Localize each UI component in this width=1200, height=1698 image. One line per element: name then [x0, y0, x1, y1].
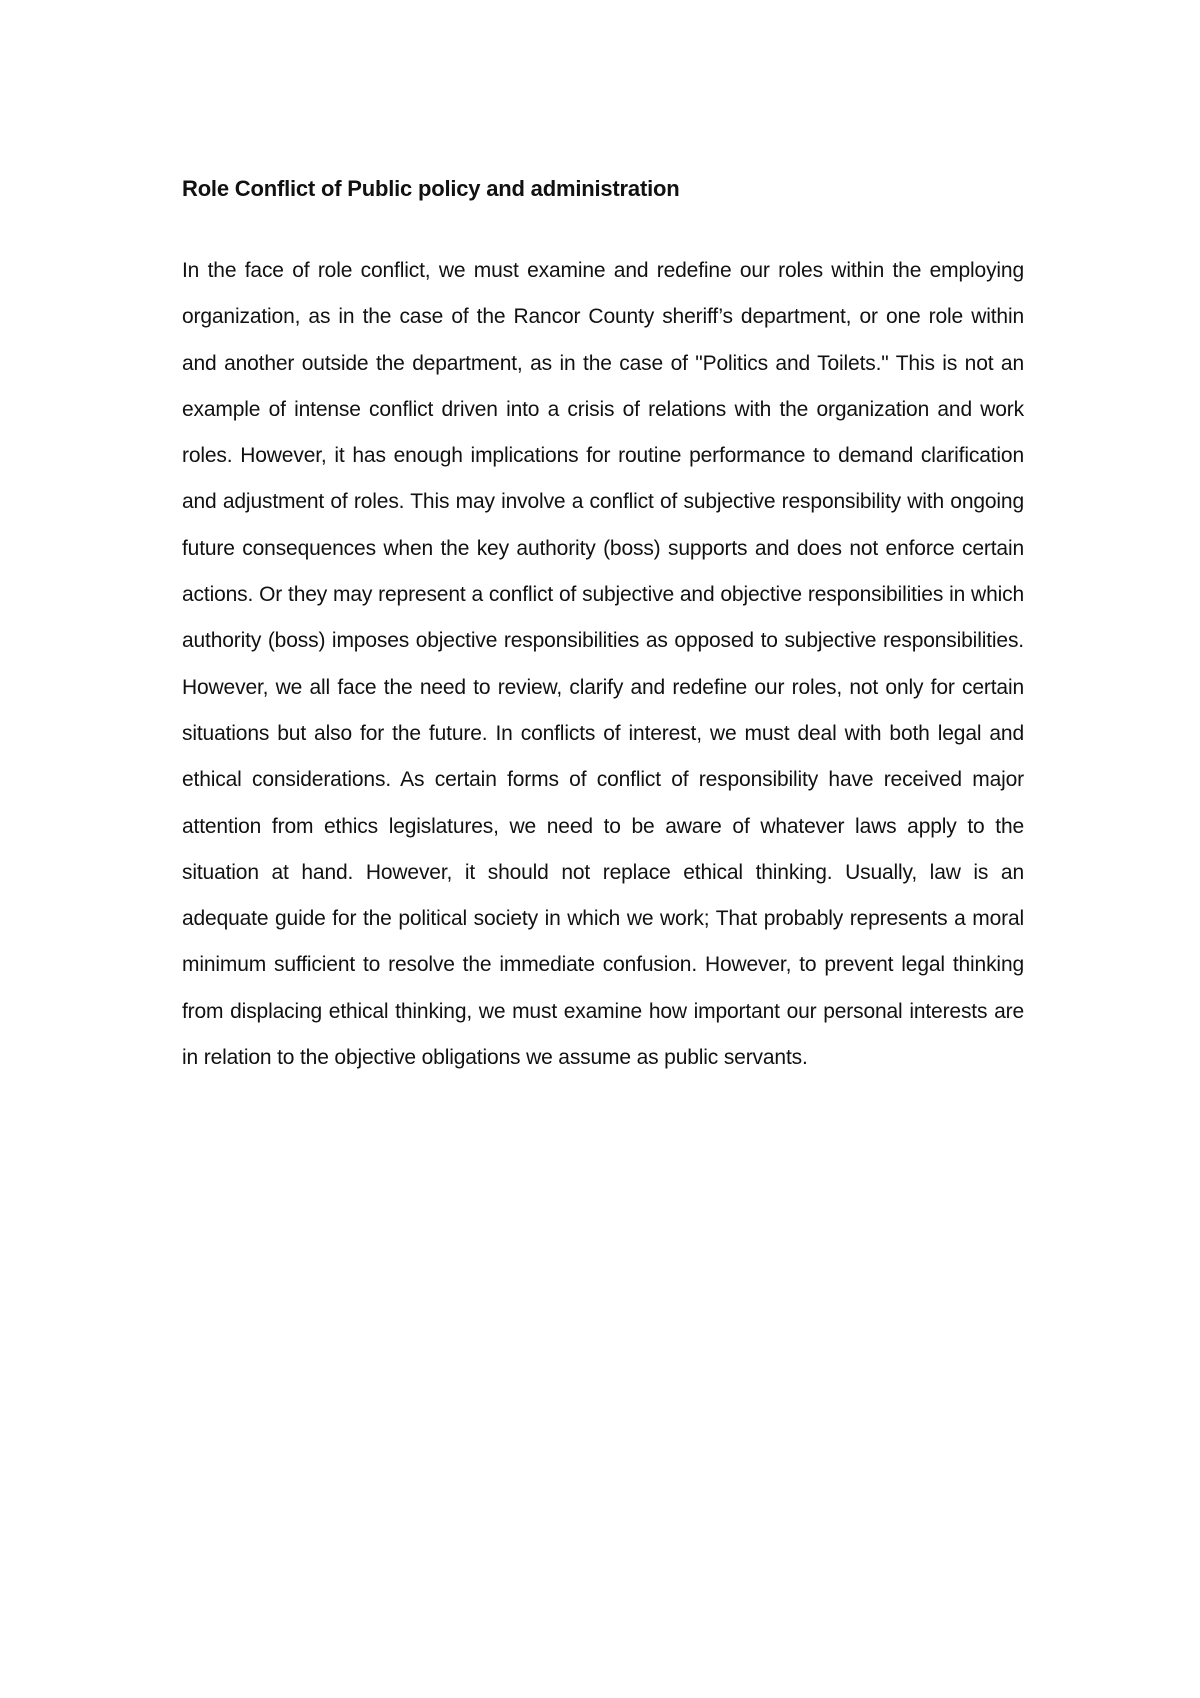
- document-body-paragraph: In the face of role conflict, we must examine and redefine our roles within the employing organization, as in the case of the Rancor County sheriff’s department, or one role within and another outside the department, as in the case of "Politics and Toilets." This is not an example of intense conflict driven into a crisis of relations with the organization and work roles. However, it has enough implications for routine performance to demand clarification and adjustment of roles. This may involve a conflict of subjective responsibility with ongoing future consequences when the key authority (boss) supports and does not enforce certain actions. Or they may represent a conflict of subjective and objective responsibilities in which authority (boss) imposes objective responsibilities as opposed to subjective responsibilities. However, we all face the need to review, clarify and redefine our roles, not only for certain situations but also for the future. In conflicts of interest, we must deal with both legal and ethical considerations. As certain forms of conflict of responsibility have received major attention from ethics legislatures, we need to be aware of whatever laws apply to the situation at hand. However, it should not replace ethical thinking. Usually, law is an adequate guide for the political society in which we work; That probably represents a moral minimum sufficient to resolve the immediate confusion. However, to prevent legal thinking from displacing ethical thinking, we must examine how important our personal interests are in relation to the objective obligations we assume as public servants.: [182, 259, 1024, 1070]
- document-title: Role Conflict of Public policy and administration: [182, 176, 680, 201]
